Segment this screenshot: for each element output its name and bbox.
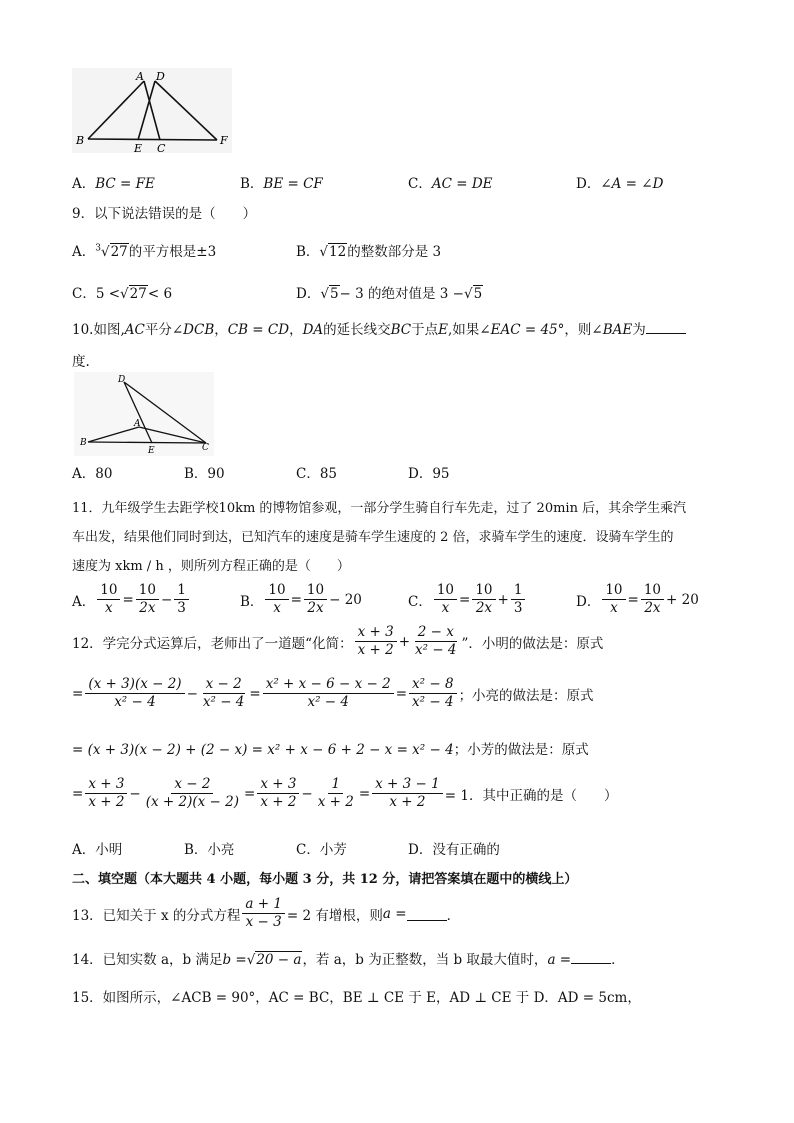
q11-option-a[interactable]: A． $\frac{10}{x}$ = $\frac{10}{2x}$ − $\frac{1}{3}$ bbox=[72, 582, 191, 617]
q10-stem-line2: 度. bbox=[72, 354, 90, 370]
q10-option-b[interactable]: B．90 bbox=[184, 466, 225, 482]
q11-option-b[interactable]: B． $\frac{10}{x}$ = $\frac{10}{2x}$ − 20 bbox=[240, 582, 362, 616]
fig8-label-d: D bbox=[156, 70, 165, 83]
fig10-label-b: B bbox=[80, 438, 87, 448]
q9-option-d[interactable]: D．√5− 3 的绝对值是 3 −√5 bbox=[296, 286, 483, 302]
q9-option-a[interactable]: A．$^3$√27的平方根是±3 bbox=[72, 243, 217, 260]
q14-answer-blank[interactable] bbox=[571, 949, 611, 964]
fig8-label-f: F bbox=[220, 134, 228, 147]
q12-option-a[interactable]: A．小明 bbox=[72, 842, 123, 858]
q12-stem: 12．学完分式运算后，老师出了一道题“化简： $\frac{x + 3}{x + 2}$ + $\frac{2 - x}{\text{x² − 4}}$ ”．小明的做法是：原式 bbox=[72, 624, 604, 658]
q13-answer-blank[interactable] bbox=[407, 906, 447, 921]
fig10-label-a: A bbox=[134, 419, 141, 429]
q9-option-b[interactable]: B．√12的整数部分是 3 bbox=[296, 244, 442, 260]
q10-option-c[interactable]: C．85 bbox=[296, 466, 338, 482]
q11-option-d[interactable]: D． $\frac{10}{x}$ = $\frac{10}{2x}$ + 20 bbox=[576, 582, 699, 616]
q12-option-d[interactable]: D．没有正确的 bbox=[408, 842, 500, 858]
q8-option-d[interactable]: D．∠A = ∠D bbox=[576, 176, 664, 192]
fig8-label-a: A bbox=[136, 70, 144, 83]
q12-option-b[interactable]: B．小亮 bbox=[184, 842, 235, 858]
figure-q10 bbox=[74, 372, 214, 456]
q10-option-d[interactable]: D．95 bbox=[408, 466, 450, 482]
q14: 14．已知实数 a，b 满足b =√20 − a，若 a，b 为正整数，当 b 取最大值时，a = ． bbox=[72, 948, 625, 968]
fig8-label-c: C bbox=[157, 142, 166, 153]
q11-option-c[interactable]: C． $\frac{10}{x}$ = $\frac{10}{2x}$ + $\frac{1}{3}$ bbox=[408, 582, 527, 617]
q15-stem: 15．如图所示，∠ACB = 90°，AC = BC，BE ⊥ CE 于 E，AD ⊥ CE 于 D．AD = 5cm， bbox=[72, 990, 641, 1006]
fig10-label-e: E bbox=[148, 446, 155, 456]
figure-q8 bbox=[72, 68, 232, 153]
fig10-label-d: D bbox=[118, 375, 126, 385]
q12-option-c[interactable]: C．小芳 bbox=[296, 842, 347, 858]
q11-stem-line2: 车出发，结果他们同时到达，已知汽车的速度是骑车学生速度的 2 倍，求骑车学生的速度．设骑车学生的 bbox=[72, 530, 674, 545]
q8-option-c[interactable]: C．AC = DE bbox=[408, 176, 493, 192]
q12-xiaoming-work: = $\frac{(x + 3)(x - 2)}{\text{x² − 4}}$ − $\frac{x - 2}{\text{x² − 4}}$ = $\frac{\text{x² + x − 6 − x − 2}}{\text{x² − 4}}$ = $\frac{\text{x² − 8}}{\text{x² − 4}}$ ；小亮的做法是：原式 bbox=[72, 676, 594, 710]
q10-stem: 10.如图,AC平分∠DCB，CB = CD，DA的延长线交BC于点E,如果∠EAC = 45°，则∠BAE为 bbox=[72, 318, 686, 338]
q9-option-c[interactable]: C．5 <√27< 6 bbox=[72, 286, 173, 302]
q11-stem-line1: 11．九年级学生去距学校10km 的博物馆参观，一部分学生骑自行车先走，过了 20min 后，其余学生乘汽 bbox=[72, 501, 687, 516]
q12-xiaofang-work: = $\frac{x + 3}{x + 2}$ − $\frac{x - 2}{(x + 2)(x - 2)}$ = $\frac{x + 3}{x + 2}$ − $\frac{1}{x + 2}$ = $\frac{x + 3 - 1}{x + 2}$ = 1．其中正确的是（ ） bbox=[72, 776, 618, 810]
section-heading: 二、填空题（本大题共 4 小题，每小题 3 分，共 12 分，请把答案填在题中的横线上） bbox=[72, 872, 578, 887]
q8-option-b[interactable]: B．BE = CF bbox=[240, 176, 323, 192]
q10-option-a[interactable]: A．80 bbox=[72, 466, 113, 482]
q9-stem: 9．以下说法错误的是（ ） bbox=[72, 206, 257, 222]
q12-xiaoliang-work: = (x + 3)(x − 2) + (2 − x) = x² + x − 6 + 2 − x = x² − 4；小芳的做法是：原式 bbox=[72, 742, 589, 758]
q8-option-a[interactable]: A．BC = FE bbox=[72, 176, 155, 192]
q13: 13．已知关于 x 的分式方程 $\frac{a + 1}{x - 3}$ = 2 有增根，则 a = ． bbox=[72, 896, 461, 930]
fig8-label-e: E bbox=[134, 142, 143, 153]
q11-stem-line3: 速度为 xkm / h ，则所列方程正确的是（ ） bbox=[72, 559, 350, 574]
fig10-label-c: C bbox=[202, 443, 209, 453]
fig8-label-b: B bbox=[76, 134, 85, 147]
